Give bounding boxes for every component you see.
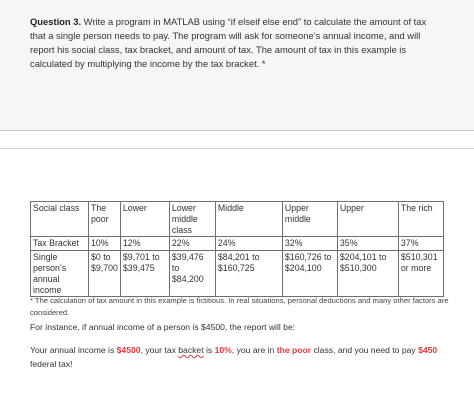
question-body: Write a program in MATLAB using “if elseif else end” to calculate the amount of tax that a single person needs to pay. The program will ask for someone’s annual income, and will report his social class, tax bracket, and amount of tax. The amount of tax in this example is calculated by multiplying the income by the tax bracket. * [30, 16, 427, 69]
table-row-label: Social class [31, 202, 89, 237]
divider-bottom [0, 148, 474, 149]
table-cell: $510,301 or more [398, 251, 443, 297]
question-panel [0, 0, 474, 130]
table-row-label: Single person’s annual income [31, 251, 89, 297]
table-row [31, 251, 444, 297]
report-class: the poor [276, 345, 312, 355]
table-header-cell: Upper middle [282, 202, 337, 237]
table-header-cell: Middle [215, 202, 282, 237]
report-text: , you are in [231, 345, 277, 355]
table-cell: 22% [169, 237, 215, 251]
report-text: class, and you need to pay [311, 345, 419, 355]
question-label: Question 3. [30, 16, 82, 27]
table-header-cell: Lower middle class [169, 202, 215, 237]
table-header-cell: Lower [120, 202, 169, 237]
report-bracket: 10% [214, 345, 232, 355]
report-misspelled-word: backet [178, 345, 204, 355]
report-text: , your tax [140, 345, 179, 355]
table-cell: $84,201 to $160,725 [215, 251, 282, 297]
report-text: Your annual income is [30, 345, 117, 355]
tax-table [30, 201, 444, 297]
table-header-cell: The poor [89, 202, 121, 237]
table-row [31, 202, 444, 237]
report-tax: $450 [418, 345, 438, 355]
table-row-label: Tax Bracket [31, 237, 89, 251]
table-cell: 24% [215, 237, 282, 251]
table-cell: 12% [120, 237, 169, 251]
divider-top [0, 130, 474, 131]
report-text: is [203, 345, 215, 355]
table-cell: 32% [282, 237, 337, 251]
table-cell: $0 to $9,700 [89, 251, 121, 297]
footnote: * The calculation of tax amount in this example is fictitious. In real situations, personal deductions and many other factors are considered. [30, 296, 449, 317]
report-income: $4500 [116, 345, 141, 355]
table-header-cell: Upper [337, 202, 398, 237]
example-intro: For instance, if annual income of a person is $4500, the report will be: [30, 322, 296, 332]
question-text [30, 15, 440, 71]
table-cell: $204,101 to $510,300 [337, 251, 398, 297]
table-cell: $39,476 to $84,200 [169, 251, 215, 297]
table-cell: 35% [337, 237, 398, 251]
table-cell: $9,701 to $39,475 [120, 251, 169, 297]
table-cell: 37% [398, 237, 443, 251]
table-cell: 10% [89, 237, 121, 251]
table-header-cell: The rich [398, 202, 443, 237]
table-row [31, 237, 444, 251]
report-text: federal tax! [30, 359, 73, 369]
table-cell: $160,726 to $204,100 [282, 251, 337, 297]
example-report [30, 343, 450, 371]
